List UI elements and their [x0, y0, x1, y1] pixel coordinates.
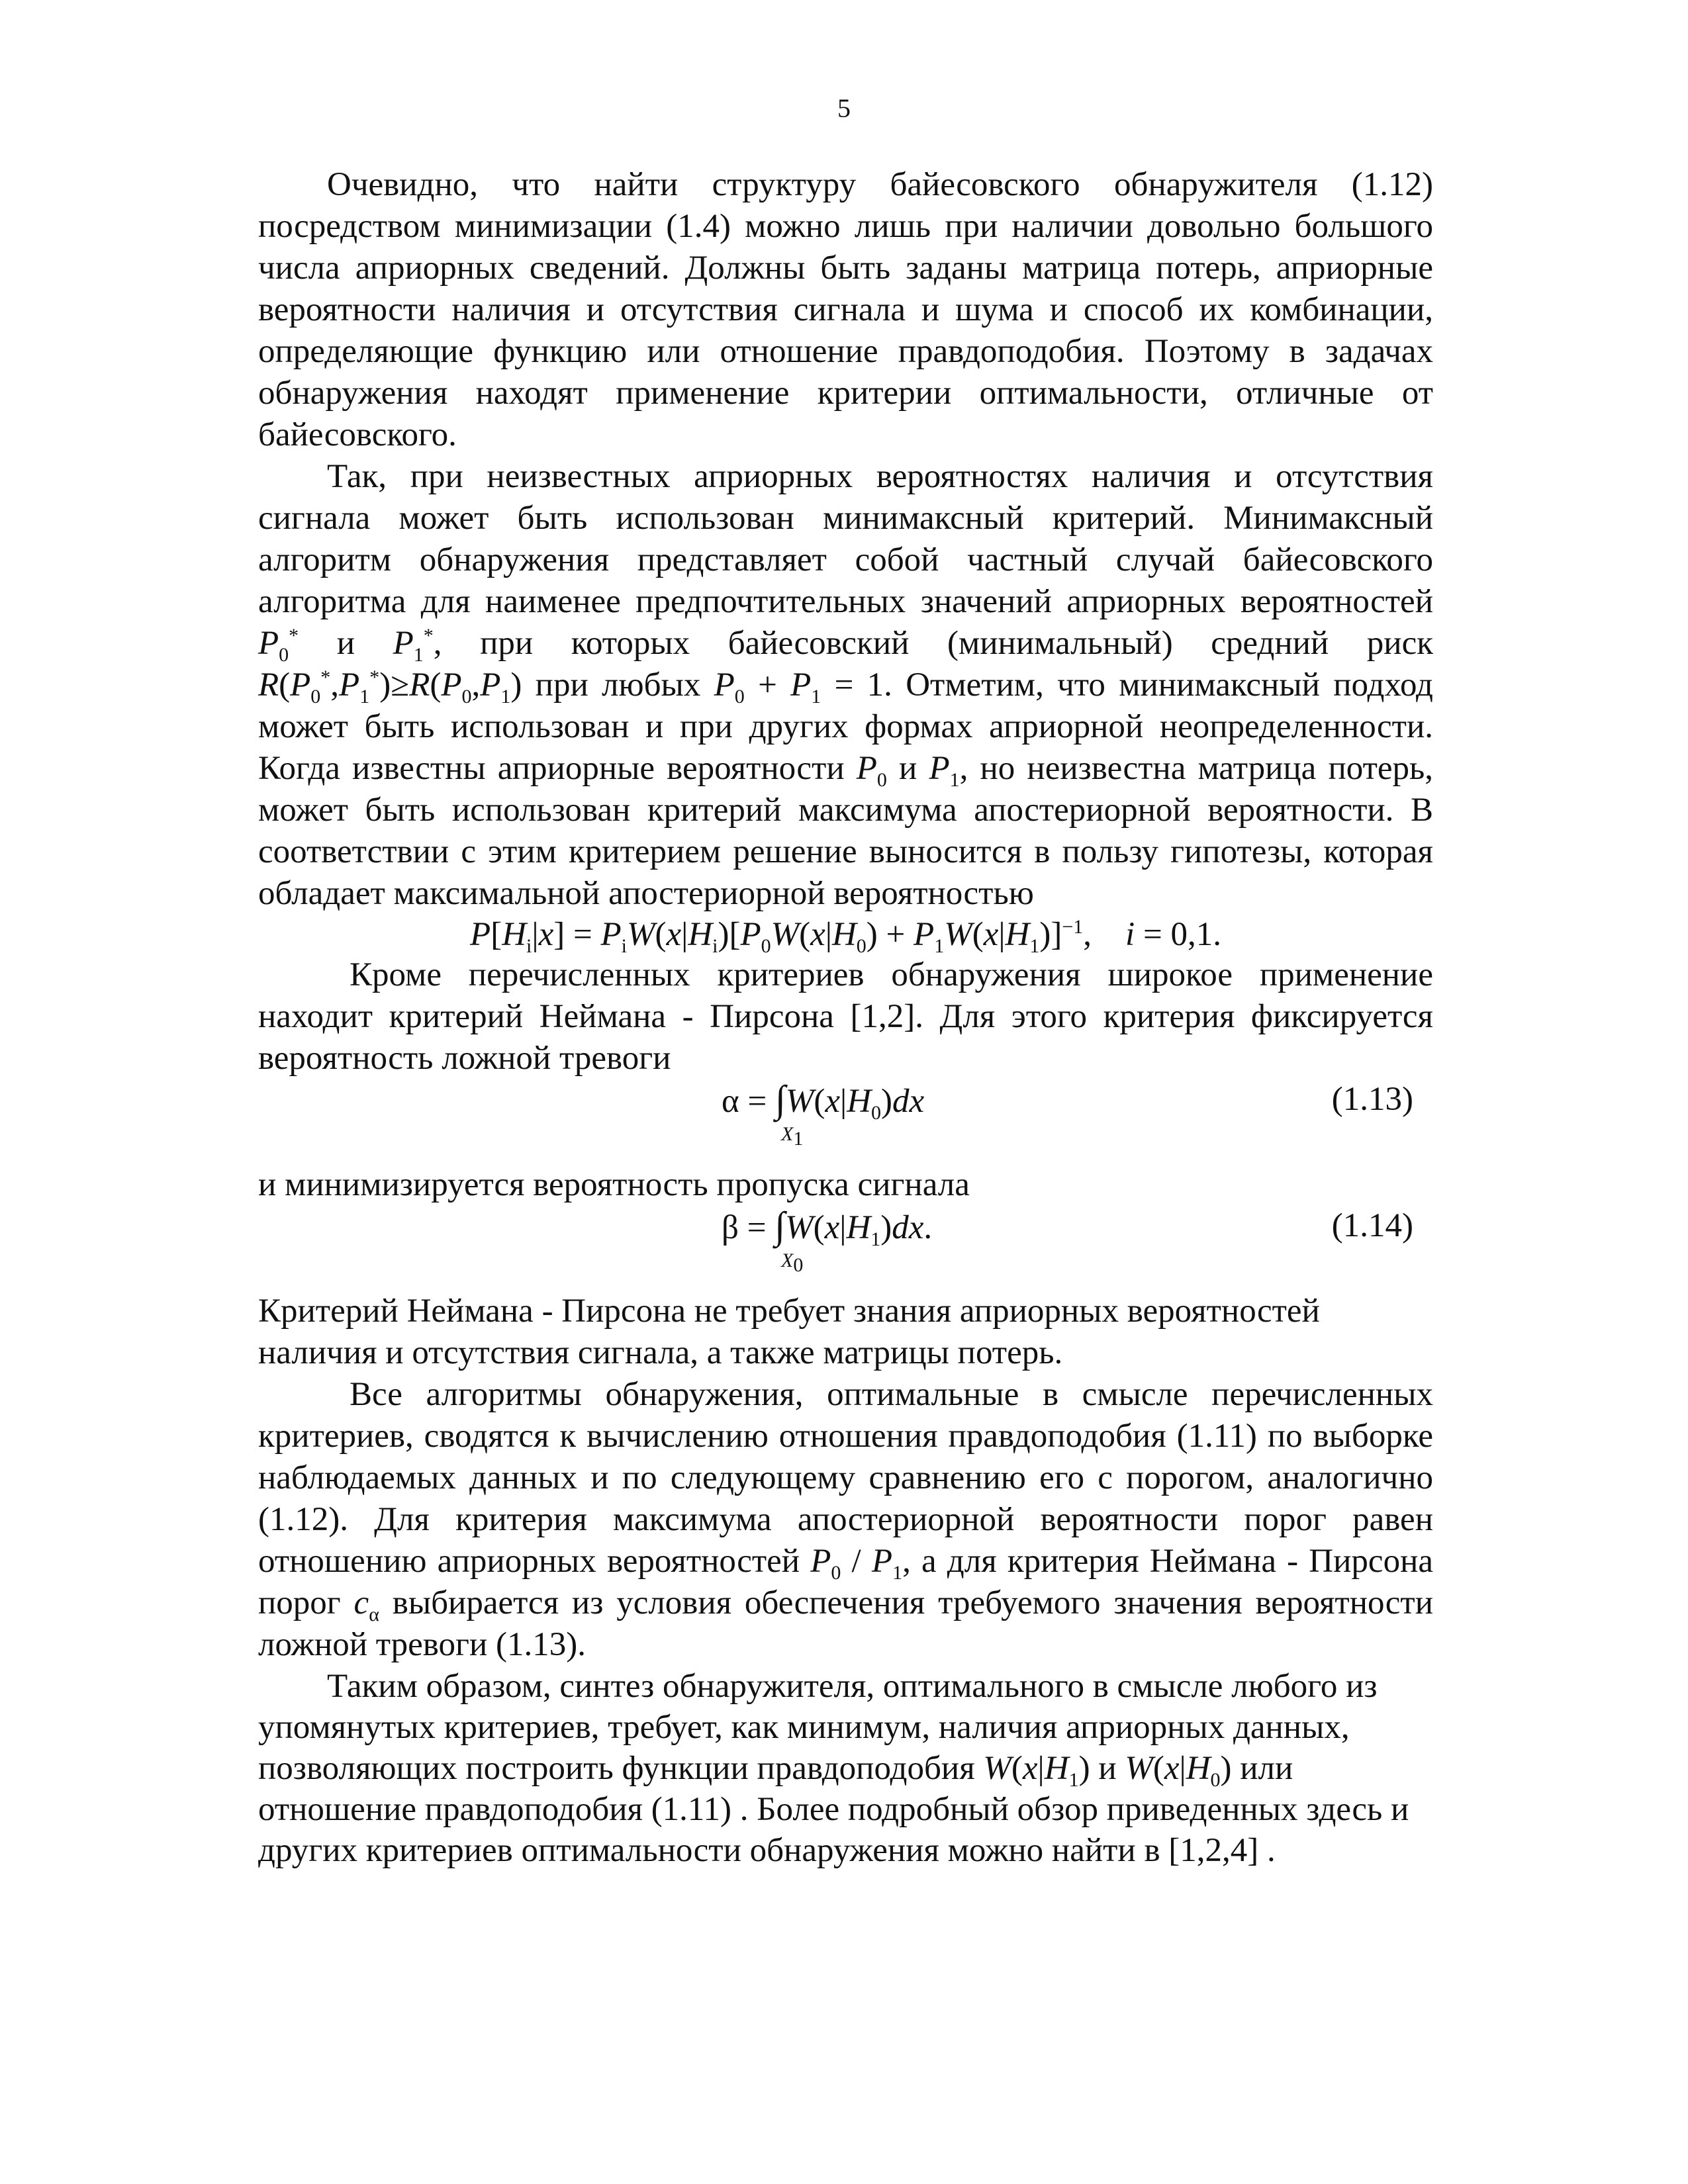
paragraph-6-text-c: выбирается из условия обеспечения требуемого значения вероятности ложной тревоги (1.13).	[258, 1584, 1433, 1663]
formula-w-x-h0: $W(x|H_0)$	[1125, 1750, 1232, 1792]
formula-p0: $P_0$	[856, 750, 887, 792]
formula-p0-star: $P_0^*$	[258, 625, 299, 666]
paragraph-1: Очевидно, что найти структуру байесовского обнаружителя (1.12) посредством минимизации (1.4) можно лишь при наличии довольно большого числа априорных сведений. Должны быть заданы матрица потерь, априорные вероятности наличия и отсутствия сигнала и шума и способ их комбинации, определяющие функцию или отношение правдоподобия. Поэтому в задачах обнаружения находят применение критерии оптимальности, отличные от байесовского.	[258, 166, 1433, 453]
page-number: 5	[837, 93, 851, 123]
equation-number-1-14: (1.14)	[1331, 1207, 1413, 1244]
paragraph-3: Кроме перечисленных критериев обнаружения широкое применение находит критерий Неймана - Пирсона [1,2]. Для этого критерия фиксируется вероятность ложной тревоги	[258, 956, 1433, 1077]
equation-beta-body: $\beta = \int W(x|H_1)dx$.	[722, 1204, 933, 1251]
integral-limit-x0: $X_0$	[781, 1250, 804, 1276]
paragraph-7-text-c: или отношение правдоподобия (1.11) . Более подробный обзор приведенных здесь и других критериев оптимальности обнаружения можно найти в [1,2,4] .	[258, 1750, 1409, 1869]
paragraph-7-text-b: и	[1098, 1750, 1117, 1787]
formula-c-alpha: $c_\alpha$	[353, 1584, 379, 1626]
paragraph-2-text-c: , при которых байесовский (минимальный) средний риск	[433, 625, 1433, 662]
paragraph-7-text-a: Таким образом, синтез обнаружителя, оптимального в смысле любого из упомянутых критериев, требует, как минимум, наличия априорных данных, позволяющих построить функции правдоподобия	[258, 1668, 1378, 1787]
integral-sign: ∫	[774, 1077, 786, 1120]
paragraph-5: Критерий Неймана - Пирсона не требует знания априорных вероятностей наличия и отсутствия сигнала, а также матрицы потерь.	[258, 1293, 1320, 1371]
integral-limit-x1: $X_1$	[781, 1123, 804, 1150]
formula-risk-inequality: $R(P_0^*,P_1^*)\ge R(P_0,P_1)$	[258, 666, 522, 708]
equation-beta	[258, 1206, 1433, 1291]
equation-number-1-13: (1.13)	[1331, 1081, 1413, 1118]
equation-alpha	[258, 1079, 1433, 1164]
paragraph-2-text-g: , но неизвестна матрица потерь, может быть использован критерий максимума апостериорной вероятности. В соответствии с этим критерием решение выносится в пользу гипотезы, которая обладает максимальной апостериорной вероятностью	[258, 750, 1433, 912]
paragraph-4: и минимизируется вероятность пропуска сигнала	[258, 1166, 970, 1203]
equation-posterior	[258, 915, 1433, 958]
paragraph-2-text-e: . Отметим, что минимаксный подход может быть использован и при других формах априорной неопределенности. Когда известны априорные вероятности	[258, 666, 1434, 787]
paragraph-6	[258, 1374, 1433, 1666]
paragraph-2	[258, 456, 1433, 915]
paragraph-2-text-d: при любых	[535, 666, 701, 704]
equation-alpha-body: $\alpha = \int W(x|H_0)dx$	[722, 1077, 925, 1124]
paragraph-7	[258, 1666, 1433, 1871]
paragraph-2-text-b: и	[336, 625, 355, 662]
paragraph-6-text-a: Все алгоритмы обнаружения, оптимальные в смысле перечисленных критериев, сводятся к вычислению отношения правдоподобия (1.11) по выборке наблюдаемых данных и по следующему сравнению его с порогом, аналогично (1.12). Для критерия максимума апостериорной вероятности порог равен отношению априорных вероятностей	[258, 1376, 1433, 1580]
formula-sum-probabilities: $P_0 + P_1 = 1$	[714, 666, 884, 708]
page-body	[258, 164, 1433, 1871]
paragraph-2-text-f: и	[899, 750, 917, 787]
paragraph-2-text-a: Так, при неизвестных априорных вероятностях наличия и отсутствия сигнала может быть использован минимаксный критерий. Минимаксный алгоритм обнаружения представляет собой частный случай байесовского алгоритма для наименее предпочтительных значений априорных вероятностей	[258, 458, 1433, 620]
equation-posterior-body: $P[H_i|x] = P_iW(x|H_i)[P_0W(x|H_0) + P_1W(x|H_1)]^{-1}$, i = 0,1.	[470, 916, 1221, 958]
formula-p1-star: $P_1^*$	[393, 625, 434, 666]
formula-threshold-ratio: $P_0 / P_1$	[810, 1543, 903, 1584]
integral-sign: ∫	[774, 1204, 786, 1247]
formula-w-x-h1: $W(x|H_1)$	[983, 1750, 1090, 1792]
paragraph-6-text-b: , а для критерия Неймана - Пирсона порог	[258, 1543, 1433, 1621]
formula-p1: $P_1$	[929, 750, 960, 792]
